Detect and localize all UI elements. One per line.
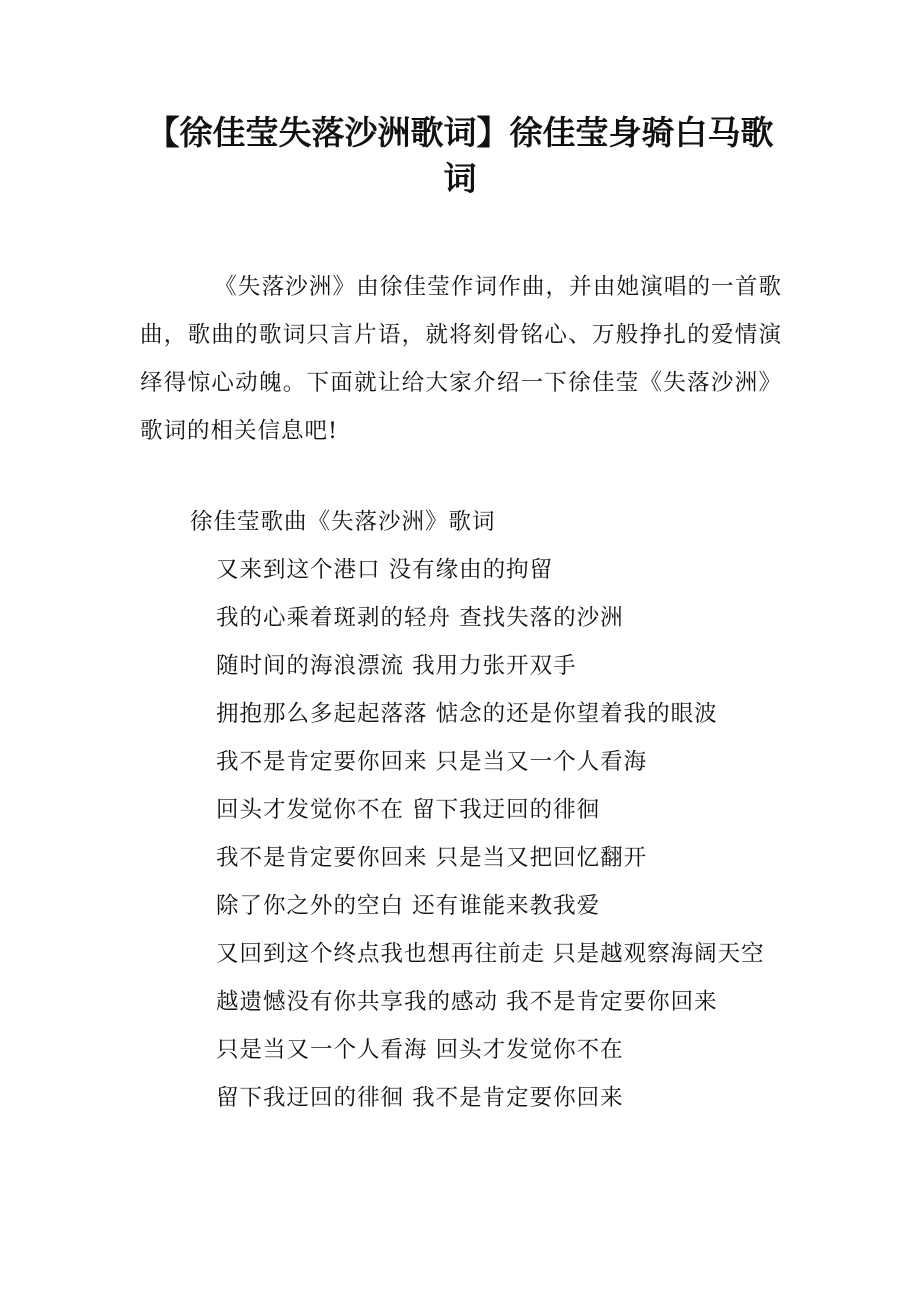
lyric-line: 留下我迂回的徘徊 我不是肯定要你回来 — [216, 1085, 624, 1111]
lyric-line: 拥抱那么多起起落落 惦念的还是你望着我的眼波 — [216, 701, 718, 727]
lyric-line: 除了你之外的空白 还有谁能来教我爱 — [216, 893, 601, 919]
lyric-line: 我的心乘着斑剥的轻舟 查找失落的沙洲 — [216, 605, 624, 631]
lyrics-heading: 徐佳莹歌曲《失落沙洲》歌词 — [190, 509, 496, 535]
lyric-line: 又来到这个港口 没有缘由的拘留 — [216, 557, 554, 583]
lyric-line: 越遗憾没有你共享我的感动 我不是肯定要你回来 — [216, 989, 718, 1015]
lyric-line: 随时间的海浪漂流 我用力张开双手 — [216, 653, 577, 679]
lyrics-section — [140, 498, 782, 1122]
lyric-line: 又回到这个终点我也想再往前走 只是越观察海阔天空 — [216, 941, 765, 967]
lyric-line: 只是当又一个人看海 回头才发觉你不在 — [216, 1037, 624, 1063]
lyric-line: 回头才发觉你不在 留下我迂回的徘徊 — [216, 797, 601, 823]
lyric-line: 我不是肯定要你回来 只是当又一个人看海 — [216, 749, 648, 775]
lyric-line: 我不是肯定要你回来 只是当又把回忆翻开 — [216, 845, 648, 871]
document-title: 【徐佳莹失落沙洲歌词】徐佳莹身骑白马歌词 — [146, 113, 774, 198]
intro-paragraph: 《失落沙洲》由徐佳莹作词作曲，并由她演唱的一首歌曲，歌曲的歌词只言片语，就将刻骨铭心、万般挣扎的爱情演绎得惊心动魄。下面就让给大家介绍一下徐佳莹《失落沙洲》歌词的相关信息吧! — [140, 274, 782, 444]
